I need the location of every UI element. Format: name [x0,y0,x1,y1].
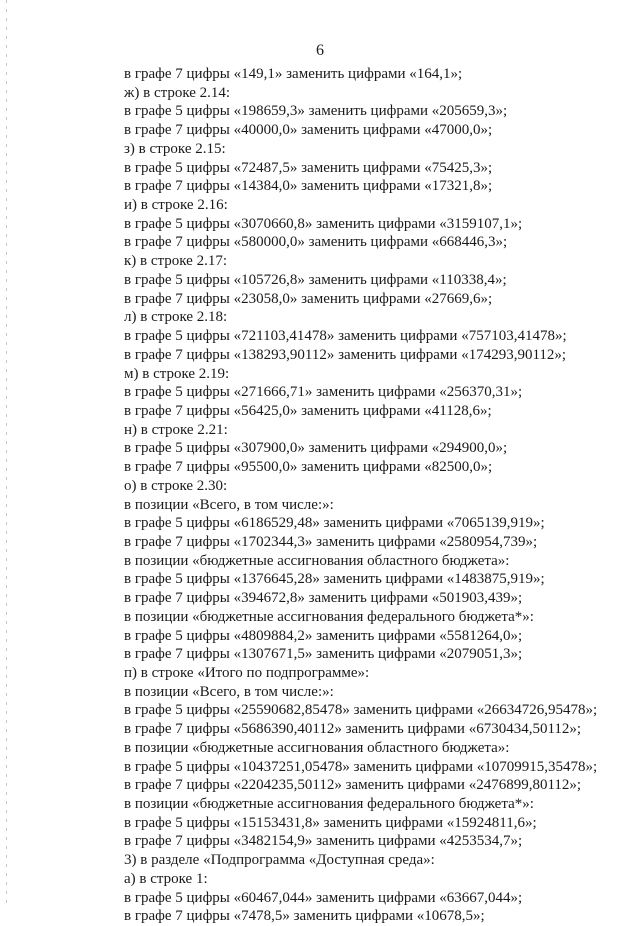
document-line: 3) в разделе «Подпрограмма «Доступная среда»: [124,852,435,869]
document-line: в графе 5 цифры «4809884,2» заменить цифрами «5581264,0»; [124,627,523,644]
document-line: в позиции «бюджетные ассигнования федерального бюджета*»: [124,796,534,813]
document-line: в позиции «Всего, в том числе:»: [124,496,334,513]
document-line: з) в строке 2.15: [124,140,226,157]
document-line: в графе 5 цифры «60467,044» заменить цифрами «63667,044»; [124,889,523,906]
document-body [124,65,624,926]
document-line: л) в строке 2.18: [124,309,228,326]
document-line: а) в строке 1: [124,870,208,887]
document-line: в графе 5 цифры «6186529,48» заменить цифрами «7065139,919»; [124,515,545,532]
document-line: в графе 7 цифры «95500,0» заменить цифрами «82500,0»; [124,459,493,476]
document-line: в графе 5 цифры «271666,71» заменить цифрами «256370,31»; [124,384,523,401]
document-line: о) в строке 2.30: [124,477,228,494]
document-line: в графе 7 цифры «2204235,50112» заменить цифрами «2476899,80112»; [124,777,582,794]
document-line: в графе 7 цифры «1702344,3» заменить цифрами «2580954,739»; [124,533,538,550]
document-line: в графе 7 цифры «138293,90112» заменить цифрами «174293,90112»; [124,346,567,363]
document-line: в графе 5 цифры «105726,8» заменить цифрами «110338,4»; [124,271,507,288]
document-line: в графе 7 цифры «149,1» заменить цифрами «164,1»; [124,66,463,82]
document-line: в графе 7 цифры «3482154,9» заменить цифрами «4253534,7»; [124,833,523,850]
document-line: н) в строке 2.21: [124,421,228,438]
document-line: п) в строке «Итого по подпрограмме»: [124,665,370,681]
document-line: в графе 5 цифры «3070660,8» заменить цифрами «3159107,1»; [124,215,523,232]
document-line: в графе 5 цифры «198659,3» заменить цифрами «205659,3»; [124,103,508,120]
document-line: в графе 5 цифры «15153431,8» заменить цифрами «15924811,6»; [124,814,537,831]
document-line: в графе 7 цифры «14384,0» заменить цифрами «17321,8»; [124,178,493,195]
document-line: в графе 7 цифры «7478,5» заменить цифрами «10678,5»; [124,908,485,925]
document-line: в графе 7 цифры «580000,0» заменить цифрами «668446,3»; [124,234,508,251]
document-line: в графе 7 цифры «394672,8» заменить цифрами «501903,439»; [124,590,523,607]
document-line: в графе 5 цифры «721103,41478» заменить цифрами «757103,41478»; [124,328,567,345]
document-line: в графе 5 цифры «10437251,05478» заменить цифрами «10709915,35478»; [124,758,598,775]
document-line: в графе 5 цифры «25590682,85478» заменить цифрами «26634726,95478»; [124,702,598,719]
document-line: в графе 5 цифры «72487,5» заменить цифрами «75425,3»; [124,159,493,176]
document-line: в графе 7 цифры «40000,0» заменить цифрами «47000,0»; [124,122,493,139]
document-line: в позиции «бюджетные ассигнования областного бюджета»: [124,739,510,756]
scan-edge-line [6,0,7,905]
document-line: в позиции «бюджетные ассигнования федерального бюджета*»: [124,608,534,625]
document-line: в графе 5 цифры «307900,0» заменить цифрами «294900,0»; [124,440,508,457]
document-line: м) в строке 2.19: [124,365,230,382]
document-line: и) в строке 2.16: [124,197,228,214]
document-line: в позиции «Всего, в том числе:»: [124,683,334,700]
document-line: в графе 7 цифры «23058,0» заменить цифрами «27669,6»; [124,290,493,307]
document-line: в позиции «бюджетные ассигнования областного бюджета»: [124,552,510,569]
document-line: в графе 7 цифры «1307671,5» заменить цифрами «2079051,3»; [124,646,523,663]
page-number: 6 [316,42,324,59]
document-line: в графе 7 цифры «56425,0» заменить цифрами «41128,6»; [124,402,492,419]
document-line: в графе 7 цифры «5686390,40112» заменить цифрами «6730434,50112»; [124,721,582,738]
document-line: в графе 5 цифры «1376645,28» заменить цифрами «1483875,919»; [124,571,545,588]
document-line: ж) в строке 2.14: [124,84,231,101]
document-line: к) в строке 2.17: [124,253,228,270]
